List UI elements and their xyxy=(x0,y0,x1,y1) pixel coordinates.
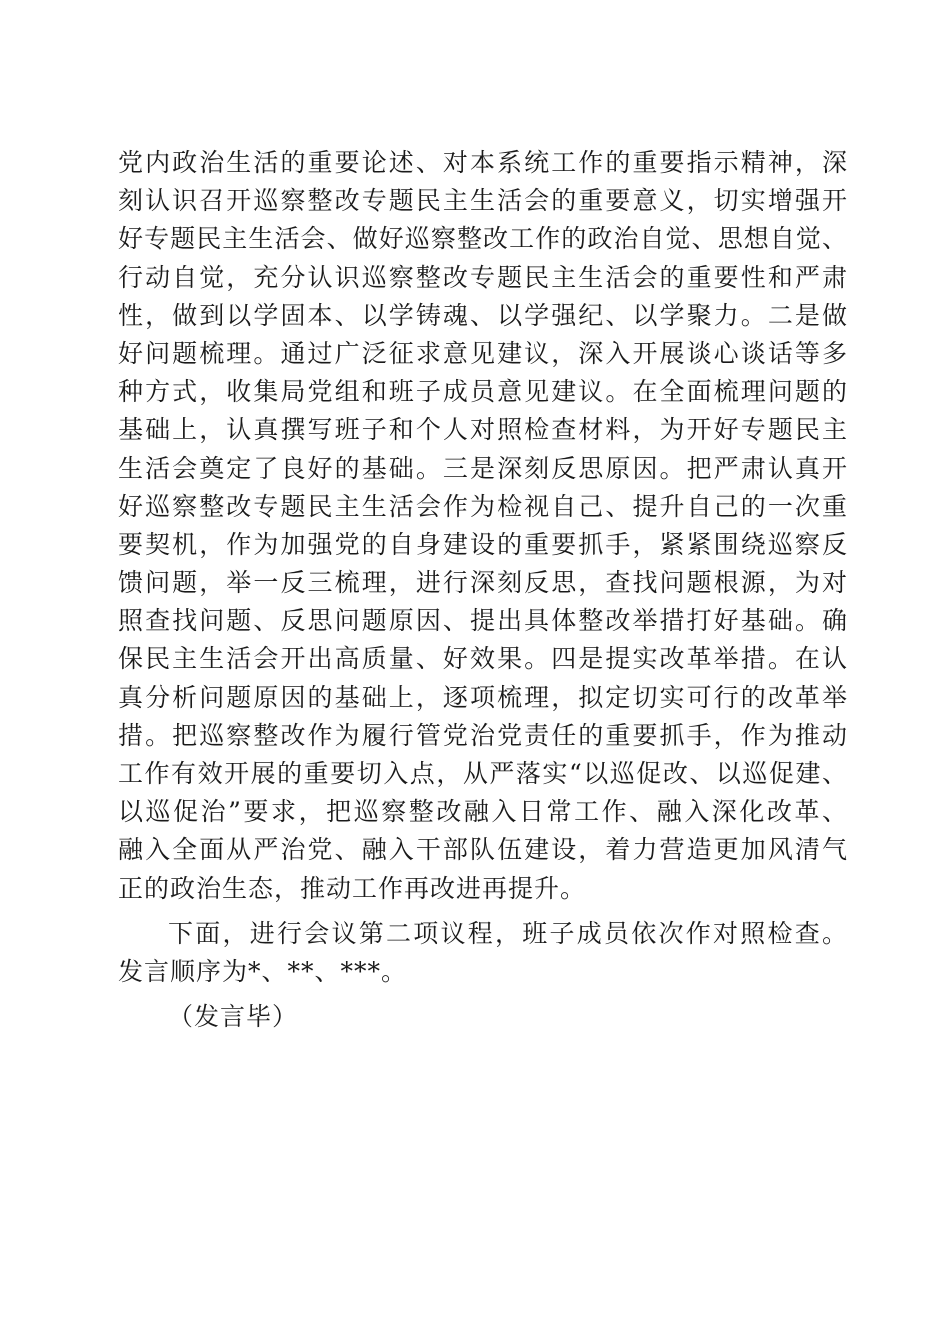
text-line: 性，做到以学固本、以学铸魂、以学强纪、以学聚力。二是做 xyxy=(118,300,848,330)
text-line: 馈问题，举一反三梳理，进行深刻反思，查找问题根源，为对 xyxy=(118,568,848,598)
text-line: 发言顺序为*、**、***。 xyxy=(118,956,408,986)
text-line: 好专题民主生活会、做好巡察整改工作的政治自觉、思想自觉、 xyxy=(118,224,848,254)
text-line: 措。把巡察整改作为履行管党治党责任的重要抓手，作为推动 xyxy=(118,720,848,750)
text-line: 融入全面从严治党、融入干部队伍建设，着力营造更加风清气 xyxy=(118,835,848,865)
document-body xyxy=(118,144,848,1036)
paragraph-2 xyxy=(118,915,848,991)
text-line: 好巡察整改专题民主生活会作为检视自己、提升自己的一次重 xyxy=(118,491,848,521)
text-line: 党内政治生活的重要论述、对本系统工作的重要指示精神，深 xyxy=(118,148,848,177)
text-line: 基础上，认真撰写班子和个人对照检查材料，为开好专题民主 xyxy=(118,415,848,445)
text-line: 行动自觉，充分认识巡察整改专题民主生活会的重要性和严肃 xyxy=(118,262,848,292)
paragraph-1 xyxy=(118,144,848,908)
text-line: 下面，进行会议第二项议程，班子成员依次作对照检查。 xyxy=(168,918,848,948)
text-line: 以巡促治”要求，把巡察整改融入日常工作、融入深化改革、 xyxy=(118,797,848,827)
text-line: 要契机，作为加强党的自身建设的重要抓手，紧紧围绕巡察反 xyxy=(118,529,848,559)
text-line: 刻认识召开巡察整改专题民主生活会的重要意义，切实增强开 xyxy=(118,186,848,216)
text-line: 正的政治生态，推动工作再改进再提升。 xyxy=(118,873,587,903)
text-line: 工作有效开展的重要切入点，从严落实“以巡促改、以巡促建、 xyxy=(118,759,848,788)
text-line: 保民主生活会开出高质量、好效果。四是提实改革举措。在认 xyxy=(118,644,848,674)
text-line: 生活会奠定了良好的基础。三是深刻反思原因。把严肃认真开 xyxy=(118,453,848,483)
closing-note: （发言毕） xyxy=(168,1002,299,1032)
text-line: 照查找问题、反思问题原因、提出具体整改举措打好基础。确 xyxy=(118,606,848,636)
text-line: 好问题梳理。通过广泛征求意见建议，深入开展谈心谈话等多 xyxy=(118,338,848,368)
text-line: 种方式，收集局党组和班子成员意见建议。在全面梳理问题的 xyxy=(118,377,848,407)
text-line: 真分析问题原因的基础上，逐项梳理，拟定切实可行的改革举 xyxy=(118,682,848,712)
